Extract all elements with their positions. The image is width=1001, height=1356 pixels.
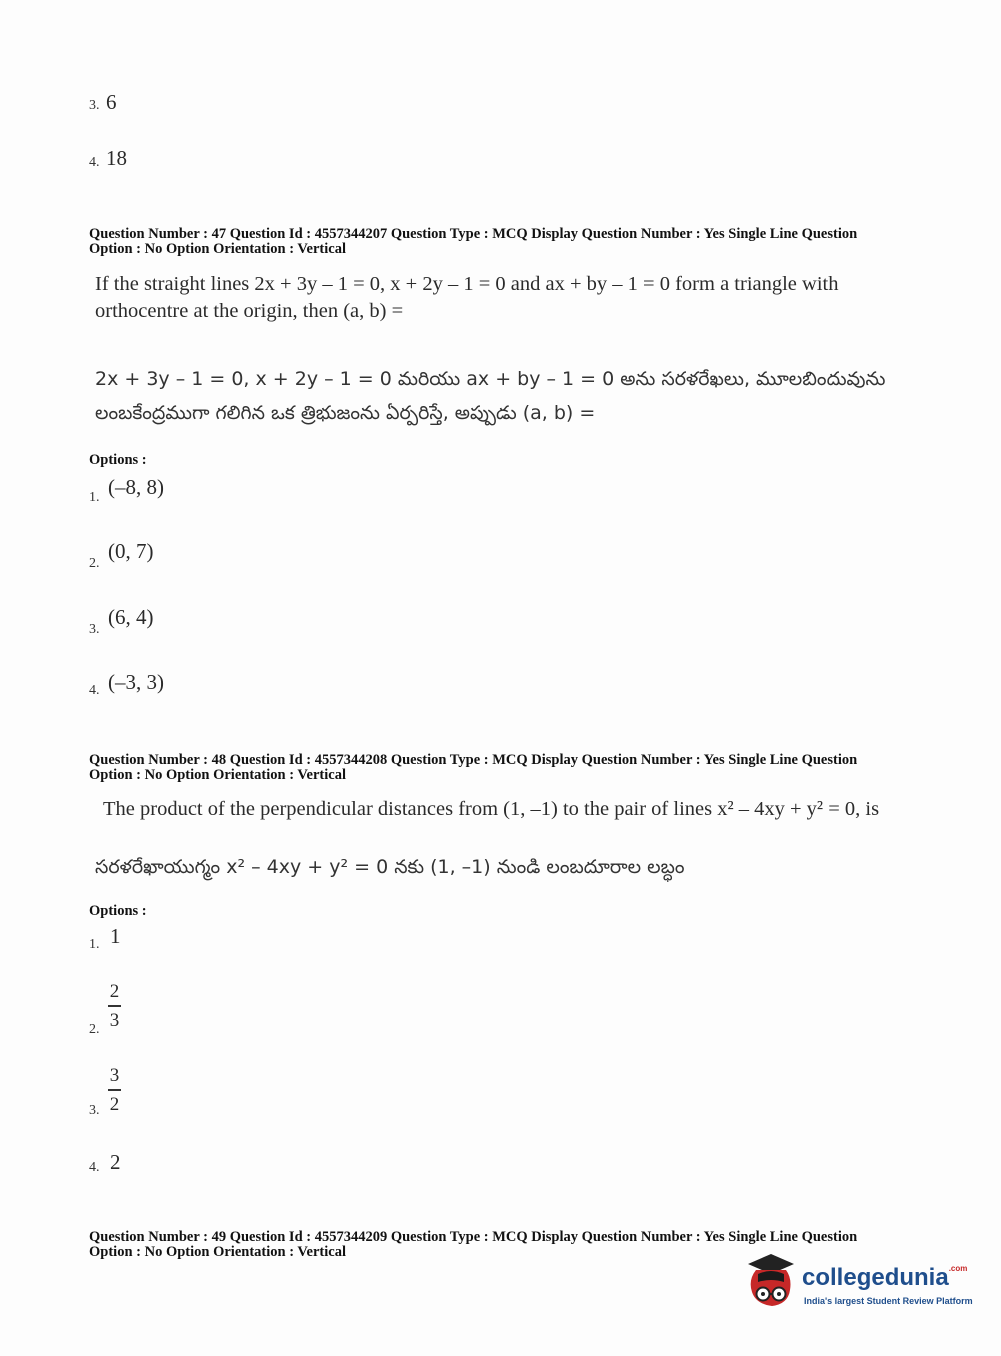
question-text-english — [103, 796, 879, 823]
question-text-line: లంబకేంద్రముగా గలిగిన ఒక త్రిభుజంను ఏర్పరిస్తే, అప్పుడు (a, b) = — [95, 402, 596, 424]
option-value[interactable]: (6, 4) — [108, 605, 154, 629]
option-number: 1. — [89, 937, 100, 952]
question-meta-line: Question Number : 47 Question Id : 4557344207 Question Type : MCQ Display Question Number : Yes Single Line Question — [89, 226, 858, 242]
option-value[interactable]: (0, 7) — [108, 539, 154, 563]
logo-tagline: India's largest Student Review Platform — [804, 1296, 973, 1306]
option-number: 3. — [89, 622, 100, 637]
question-text-line: orthocentre at the origin, then (a, b) = — [95, 300, 404, 322]
question-text-telugu — [95, 850, 684, 884]
fraction-bar — [108, 1005, 121, 1007]
question-text-telugu — [95, 362, 885, 430]
question-meta-line: Option : No Option Orientation : Vertical — [89, 1244, 346, 1260]
logo-brand-name: collegedunia — [802, 1264, 949, 1291]
option-number: 2. — [89, 1022, 100, 1037]
question-text-line: If the straight lines 2x + 3y – 1 = 0, x + 2y – 1 = 0 and ax + by – 1 = 0 form a triangle with — [95, 273, 839, 295]
option-value[interactable]: 2 — [110, 1150, 121, 1174]
fraction-numerator: 2 — [109, 981, 120, 1002]
option-fraction[interactable] — [108, 1066, 121, 1114]
options-label: Options : — [89, 452, 147, 468]
logo-brand — [802, 1264, 967, 1292]
collegedunia-logo — [742, 1250, 972, 1320]
option-number: 4. — [89, 683, 100, 698]
logo-brand-suffix: .com — [948, 1264, 968, 1273]
fraction-bar — [108, 1089, 121, 1091]
question-meta-line: Question Number : 48 Question Id : 4557344208 Question Type : MCQ Display Question Number : Yes Single Line Question — [89, 752, 858, 768]
question-meta-line: Question Number : 49 Question Id : 4557344209 Question Type : MCQ Display Question Number : Yes Single Line Question — [89, 1229, 858, 1245]
option-number: 4. — [89, 1160, 100, 1175]
question-meta-line: Option : No Option Orientation : Vertical — [89, 767, 346, 783]
option-fraction[interactable] — [108, 982, 121, 1030]
option-number: 3. — [89, 98, 100, 113]
option-number: 4. — [89, 155, 100, 170]
question-text-english — [95, 271, 838, 325]
mascot-icon — [742, 1250, 800, 1312]
option-value[interactable]: 1 — [110, 924, 121, 948]
question-text-line: సరళరేఖాయుగ్మం x² – 4xy + y² = 0 నకు (1, –1) నుండి లంబదూరాల లబ్ధం — [95, 856, 685, 878]
option-number: 3. — [89, 1103, 100, 1118]
options-label: Options : — [89, 903, 147, 919]
option-number: 1. — [89, 490, 100, 505]
option-number: 2. — [89, 556, 100, 571]
question-meta — [89, 753, 857, 783]
question-meta — [89, 227, 857, 257]
question-text-line: The product of the perpendicular distances from (1, –1) to the pair of lines x² – 4xy + y² = 0, is — [103, 798, 880, 820]
fraction-denominator: 3 — [109, 1009, 120, 1031]
option-value[interactable]: (–3, 3) — [108, 670, 164, 694]
fraction-denominator: 2 — [109, 1093, 120, 1115]
fraction-numerator: 3 — [109, 1065, 120, 1086]
option-value: 6 — [106, 90, 117, 114]
option-value: 18 — [106, 146, 127, 170]
question-text-line: 2x + 3y – 1 = 0, x + 2y – 1 = 0 మరియు ax + by – 1 = 0 అను సరళరేఖలు, మూలబిందువును — [95, 368, 886, 390]
question-meta-line: Option : No Option Orientation : Vertical — [89, 241, 346, 257]
option-value[interactable]: (–8, 8) — [108, 475, 164, 499]
